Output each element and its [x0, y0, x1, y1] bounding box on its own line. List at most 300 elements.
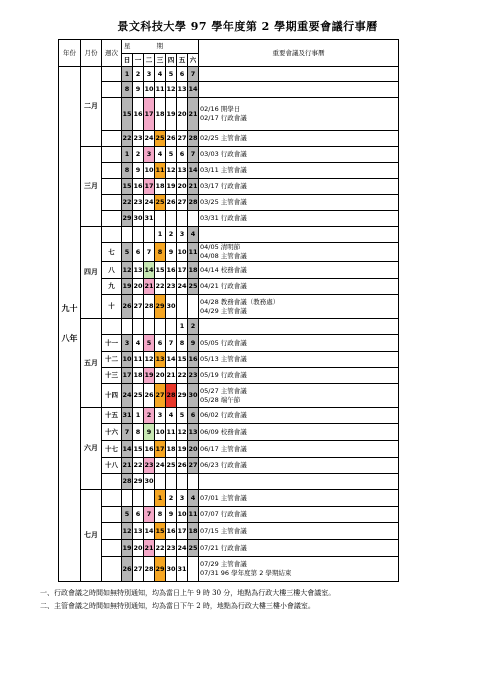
day-cell: 9 [144, 424, 155, 441]
week-number: 十二 [102, 352, 122, 368]
day-cell: 20 [188, 441, 199, 458]
day-cell: 15 [155, 262, 166, 279]
day-cell: 2 [166, 227, 177, 243]
table-row [59, 279, 399, 295]
day-cell: 20 [155, 368, 166, 384]
day-cell: 22 [122, 131, 133, 147]
day-cell: 1 [155, 227, 166, 243]
day-cell: 17 [155, 441, 166, 458]
header-day-5: 五 [177, 54, 188, 67]
day-cell: 31 [144, 211, 155, 227]
day-cell: 14 [144, 262, 155, 279]
day-cell: 16 [133, 179, 144, 195]
day-cell: 27 [188, 458, 199, 474]
day-cell: 15 [177, 352, 188, 368]
day-cell [144, 490, 155, 507]
event-cell: 04/05 清明節 04/08 主管會議 [199, 243, 399, 262]
event-cell: 05/27 主管會議 05/28 端午節 [199, 384, 399, 408]
table-row [59, 384, 399, 408]
day-cell: 4 [155, 67, 166, 82]
day-cell [144, 319, 155, 335]
note-1: 一、行政會議之時間如無特別通知，均為當日上午 9 時 30 分，地點為行政大樓三樓大會議室。 [40, 589, 336, 597]
day-cell: 13 [133, 523, 144, 540]
day-cell: 16 [166, 523, 177, 540]
event-cell: 07/21 行政會議 [199, 540, 399, 557]
week-number [102, 507, 122, 523]
table-row [59, 82, 399, 98]
day-cell: 21 [188, 98, 199, 131]
day-cell [122, 319, 133, 335]
day-cell: 8 [155, 243, 166, 262]
day-cell: 15 [133, 441, 144, 458]
day-cell: 11 [166, 424, 177, 441]
day-cell: 7 [188, 147, 199, 163]
table-row [59, 335, 399, 352]
event-cell [199, 227, 399, 243]
day-cell: 1 [155, 490, 166, 507]
day-cell: 4 [133, 335, 144, 352]
week-number [102, 147, 122, 163]
table-row [59, 352, 399, 368]
event-cell: 04/21 行政會議 [199, 279, 399, 295]
day-cell [166, 211, 177, 227]
day-cell: 19 [122, 279, 133, 295]
calendar-table [58, 39, 399, 582]
week-number: 十 [102, 295, 122, 319]
day-cell: 16 [133, 98, 144, 131]
day-cell: 12 [122, 262, 133, 279]
day-cell: 18 [133, 368, 144, 384]
day-cell [133, 227, 144, 243]
day-cell: 25 [133, 384, 144, 408]
day-cell: 4 [166, 408, 177, 424]
page-title: 景文科技大學 97 學年度第 2 學期重要會議行事曆 [117, 20, 378, 33]
day-cell: 30 [144, 474, 155, 490]
day-cell: 11 [155, 82, 166, 98]
day-cell: 25 [155, 131, 166, 147]
day-cell [133, 319, 144, 335]
day-cell: 19 [177, 441, 188, 458]
day-cell: 19 [166, 179, 177, 195]
month-cell-apr: 四月 [81, 227, 102, 319]
day-cell [188, 557, 199, 582]
day-cell: 4 [188, 227, 199, 243]
day-cell: 29 [155, 295, 166, 319]
day-cell: 28 [144, 295, 155, 319]
day-cell: 7 [122, 424, 133, 441]
header-events: 重要會議及行事曆 [199, 40, 399, 67]
day-cell: 10 [122, 352, 133, 368]
day-cell: 17 [122, 368, 133, 384]
event-cell: 03/03 行政會議 [199, 147, 399, 163]
event-cell: 06/02 行政會議 [199, 408, 399, 424]
day-cell: 29 [133, 474, 144, 490]
event-cell: 07/15 主管會議 [199, 523, 399, 540]
day-cell: 14 [188, 163, 199, 179]
day-cell: 22 [122, 195, 133, 211]
day-cell: 5 [122, 507, 133, 523]
day-cell: 6 [177, 147, 188, 163]
event-cell: 03/31 行政會議 [199, 211, 399, 227]
day-cell: 2 [166, 490, 177, 507]
event-cell: 04/14 校務會議 [199, 262, 399, 279]
month-cell-jun: 六月 [81, 408, 102, 490]
week-number [102, 179, 122, 195]
month-cell-feb: 二月 [81, 67, 102, 147]
day-cell [177, 474, 188, 490]
day-cell: 28 [144, 557, 155, 582]
day-cell: 20 [133, 279, 144, 295]
table-row [59, 557, 399, 582]
day-cell: 3 [155, 408, 166, 424]
day-cell [188, 474, 199, 490]
note-2: 二、主管會議之時間如無特別通知，均為當日下午 2 時，地點為行政大樓三樓小會議室。 [40, 602, 315, 610]
event-cell: 05/13 主管會議 [199, 352, 399, 368]
day-cell: 5 [144, 335, 155, 352]
day-cell [155, 474, 166, 490]
day-cell: 8 [133, 424, 144, 441]
header-month: 月份 [81, 40, 102, 67]
day-cell: 28 [188, 131, 199, 147]
event-cell [199, 319, 399, 335]
day-cell: 1 [122, 67, 133, 82]
day-cell: 23 [144, 458, 155, 474]
week-number [102, 227, 122, 243]
table-row [59, 507, 399, 523]
week-number [102, 557, 122, 582]
day-cell: 9 [166, 243, 177, 262]
day-cell: 3 [144, 67, 155, 82]
week-number: 十八 [102, 458, 122, 474]
day-cell: 22 [133, 458, 144, 474]
table-row [59, 490, 399, 507]
event-cell [199, 82, 399, 98]
day-cell: 24 [177, 279, 188, 295]
day-cell [122, 490, 133, 507]
day-cell: 9 [188, 335, 199, 352]
day-cell: 28 [166, 384, 177, 408]
table-row [59, 458, 399, 474]
week-number [102, 474, 122, 490]
day-cell: 17 [177, 523, 188, 540]
event-cell: 07/07 行政會議 [199, 507, 399, 523]
day-cell: 9 [133, 163, 144, 179]
day-cell: 25 [188, 540, 199, 557]
day-cell: 25 [166, 458, 177, 474]
header-week: 週次 [102, 40, 122, 67]
event-cell: 07/29 主管會議 07/31 96 學年度第 2 學期結束 [199, 557, 399, 582]
day-cell: 24 [177, 540, 188, 557]
day-cell: 13 [177, 82, 188, 98]
day-cell: 31 [122, 408, 133, 424]
day-cell: 29 [122, 211, 133, 227]
day-cell: 12 [177, 424, 188, 441]
table-row [59, 131, 399, 147]
day-cell: 16 [166, 262, 177, 279]
day-cell: 19 [122, 540, 133, 557]
day-cell: 6 [155, 335, 166, 352]
day-cell: 2 [144, 408, 155, 424]
event-cell: 03/17 行政會議 [199, 179, 399, 195]
header-day-2: 二 [144, 54, 155, 67]
day-cell: 10 [155, 424, 166, 441]
day-cell: 13 [177, 163, 188, 179]
event-cell: 07/01 主管會議 [199, 490, 399, 507]
table-row [59, 319, 399, 335]
day-cell: 23 [166, 279, 177, 295]
week-number [102, 163, 122, 179]
day-cell: 27 [133, 295, 144, 319]
event-cell: 05/05 行政會議 [199, 335, 399, 352]
day-cell: 10 [144, 82, 155, 98]
day-cell: 23 [166, 540, 177, 557]
day-cell: 8 [122, 82, 133, 98]
day-cell: 17 [177, 262, 188, 279]
month-cell-may: 五月 [81, 319, 102, 408]
day-cell: 14 [188, 82, 199, 98]
week-number: 九 [102, 279, 122, 295]
day-cell: 11 [133, 352, 144, 368]
event-cell [199, 474, 399, 490]
day-cell: 2 [133, 67, 144, 82]
table-row [59, 163, 399, 179]
notes [40, 587, 335, 613]
table-row [59, 179, 399, 195]
day-cell: 27 [177, 195, 188, 211]
day-cell: 26 [122, 295, 133, 319]
day-cell: 4 [155, 147, 166, 163]
day-cell: 24 [122, 384, 133, 408]
week-number: 十一 [102, 335, 122, 352]
day-cell: 11 [188, 507, 199, 523]
day-cell: 22 [155, 540, 166, 557]
day-cell: 30 [166, 557, 177, 582]
day-cell: 5 [122, 243, 133, 262]
month-cell-mar: 三月 [81, 147, 102, 227]
header-weekday: 星 期 [122, 40, 199, 54]
week-number [102, 523, 122, 540]
day-cell: 11 [188, 243, 199, 262]
day-cell: 10 [177, 243, 188, 262]
day-cell: 27 [177, 131, 188, 147]
day-cell: 7 [144, 243, 155, 262]
day-cell: 23 [188, 368, 199, 384]
day-cell: 1 [122, 147, 133, 163]
table-row [59, 262, 399, 279]
day-cell: 20 [133, 540, 144, 557]
day-cell: 15 [122, 179, 133, 195]
event-cell: 02/16 開學日 02/17 行政會議 [199, 98, 399, 131]
table-row [59, 147, 399, 163]
day-cell: 6 [133, 507, 144, 523]
day-cell: 14 [166, 352, 177, 368]
day-cell: 27 [155, 384, 166, 408]
week-number [102, 540, 122, 557]
week-number [102, 319, 122, 335]
day-cell: 29 [155, 557, 166, 582]
week-number [102, 98, 122, 131]
day-cell: 13 [133, 262, 144, 279]
day-cell: 7 [188, 67, 199, 82]
week-number [102, 82, 122, 98]
day-cell: 12 [122, 523, 133, 540]
day-cell: 31 [177, 557, 188, 582]
day-cell: 18 [155, 98, 166, 131]
day-cell: 13 [188, 424, 199, 441]
day-cell: 18 [188, 262, 199, 279]
week-number [102, 211, 122, 227]
table-row [59, 368, 399, 384]
day-cell: 23 [133, 131, 144, 147]
day-cell: 15 [122, 98, 133, 131]
day-cell: 6 [177, 67, 188, 82]
event-cell: 05/19 行政會議 [199, 368, 399, 384]
day-cell: 3 [144, 147, 155, 163]
event-cell [199, 67, 399, 82]
event-cell: 06/23 行政會議 [199, 458, 399, 474]
table-row [59, 98, 399, 131]
day-cell [166, 474, 177, 490]
day-cell: 26 [166, 195, 177, 211]
day-cell: 24 [155, 458, 166, 474]
day-cell [188, 295, 199, 319]
week-number: 七 [102, 243, 122, 262]
day-cell: 19 [144, 368, 155, 384]
header-year: 年份 [59, 40, 81, 67]
day-cell: 25 [155, 195, 166, 211]
table-row [59, 424, 399, 441]
day-cell: 21 [122, 458, 133, 474]
day-cell: 14 [122, 441, 133, 458]
event-cell: 04/28 教務會議（教務處） 04/29 主管會議 [199, 295, 399, 319]
day-cell: 8 [155, 507, 166, 523]
table-row [59, 474, 399, 490]
header-day-6: 六 [188, 54, 199, 67]
day-cell: 3 [122, 335, 133, 352]
day-cell: 3 [177, 227, 188, 243]
day-cell: 2 [133, 147, 144, 163]
day-cell: 4 [188, 490, 199, 507]
day-cell: 28 [188, 195, 199, 211]
day-cell: 26 [144, 384, 155, 408]
day-cell: 16 [188, 352, 199, 368]
event-cell: 03/11 主管會議 [199, 163, 399, 179]
day-cell: 12 [166, 163, 177, 179]
day-cell [177, 295, 188, 319]
table-row [59, 523, 399, 540]
table-row [59, 243, 399, 262]
month-cell-jul: 七月 [81, 490, 102, 582]
table-row [59, 67, 399, 82]
day-cell [144, 227, 155, 243]
day-cell: 18 [188, 523, 199, 540]
week-number: 十六 [102, 424, 122, 441]
day-cell: 1 [177, 319, 188, 335]
day-cell: 16 [144, 441, 155, 458]
week-number: 八 [102, 262, 122, 279]
day-cell: 21 [188, 179, 199, 195]
day-cell: 24 [144, 195, 155, 211]
day-cell: 25 [188, 279, 199, 295]
day-cell: 19 [166, 98, 177, 131]
table-row [59, 540, 399, 557]
day-cell: 2 [188, 319, 199, 335]
day-cell: 5 [166, 147, 177, 163]
day-cell: 11 [155, 163, 166, 179]
day-cell: 24 [144, 131, 155, 147]
day-cell: 21 [144, 540, 155, 557]
week-number: 十四 [102, 384, 122, 408]
day-cell: 1 [133, 408, 144, 424]
day-cell: 9 [133, 82, 144, 98]
day-cell: 14 [144, 523, 155, 540]
table-row [59, 195, 399, 211]
year-cell: 九十八年 [59, 67, 81, 582]
day-cell: 12 [166, 82, 177, 98]
day-cell: 23 [133, 195, 144, 211]
week-number: 十五 [102, 408, 122, 424]
event-cell: 03/25 主管會議 [199, 195, 399, 211]
day-cell: 5 [177, 408, 188, 424]
day-cell [188, 211, 199, 227]
table-row [59, 295, 399, 319]
event-cell: 06/17 主管會議 [199, 441, 399, 458]
day-cell: 21 [166, 368, 177, 384]
day-cell: 30 [166, 295, 177, 319]
day-cell: 18 [155, 179, 166, 195]
week-number [102, 67, 122, 82]
event-cell: 02/25 主管會議 [199, 131, 399, 147]
week-number [102, 490, 122, 507]
day-cell: 13 [155, 352, 166, 368]
day-cell: 17 [144, 179, 155, 195]
day-cell: 10 [144, 163, 155, 179]
day-cell [155, 319, 166, 335]
day-cell: 15 [155, 523, 166, 540]
day-cell: 27 [133, 557, 144, 582]
day-cell: 28 [122, 474, 133, 490]
day-cell: 18 [166, 441, 177, 458]
week-number [102, 195, 122, 211]
header-day-4: 四 [166, 54, 177, 67]
day-cell: 12 [144, 352, 155, 368]
day-cell: 6 [188, 408, 199, 424]
day-cell: 17 [144, 98, 155, 131]
day-cell: 21 [144, 279, 155, 295]
day-cell: 20 [177, 179, 188, 195]
header-day-0: 日 [122, 54, 133, 67]
day-cell: 7 [144, 507, 155, 523]
event-cell: 06/09 校務會議 [199, 424, 399, 441]
header-day-3: 三 [155, 54, 166, 67]
day-cell [155, 211, 166, 227]
day-cell [177, 211, 188, 227]
day-cell: 7 [166, 335, 177, 352]
table-row [59, 408, 399, 424]
day-cell: 29 [177, 384, 188, 408]
table-row [59, 441, 399, 458]
day-cell: 30 [188, 384, 199, 408]
day-cell: 30 [133, 211, 144, 227]
day-cell: 9 [166, 507, 177, 523]
day-cell: 26 [166, 131, 177, 147]
week-number: 十三 [102, 368, 122, 384]
day-cell: 5 [166, 67, 177, 82]
day-cell: 10 [177, 507, 188, 523]
day-cell: 22 [155, 279, 166, 295]
day-cell: 26 [122, 557, 133, 582]
day-cell: 22 [177, 368, 188, 384]
